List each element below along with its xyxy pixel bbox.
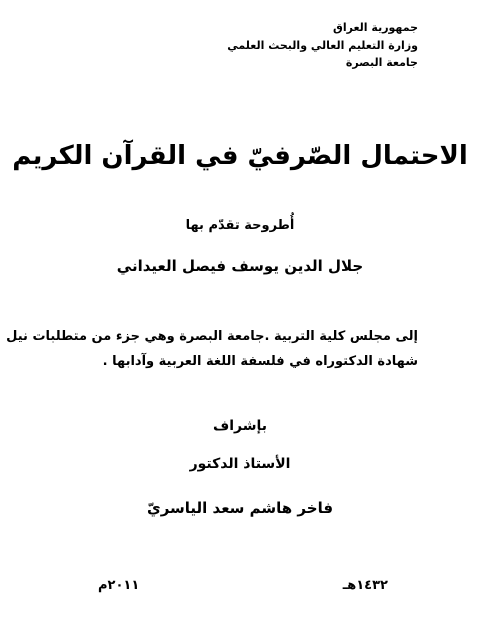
submission-statement-line-2: شهادة الدكتوراه في فلسفة اللغة العربية وآدابها . — [102, 354, 418, 369]
thesis-submitted-by-label: أُطروحة تقدّم بها — [185, 218, 295, 233]
gregorian-date: ٢٠١١م — [98, 578, 140, 593]
hijri-date: ١٤٣٢هـ — [342, 578, 388, 593]
author-name: جلال الدين يوسف فيصل العيداني — [116, 257, 364, 275]
supervisor-rank: الأستاذ الدكتور — [189, 456, 291, 472]
submission-statement-line-1: إلى مجلس كلية التربية .جامعة البصرة وهي جزء من متطلبات نيل — [6, 329, 418, 344]
republic-name: جمهورية العراق — [333, 21, 418, 34]
university-name: جامعة البصرة — [345, 56, 418, 69]
supervision-label: بإشراف — [212, 418, 268, 434]
supervisor-name: فاخر هاشم سعد الياسريّ — [146, 499, 334, 517]
ministry-name: وزارة التعليم العالي والبحث العلمي — [227, 39, 418, 52]
thesis-title: الاحتمال الصّرفيّ في القرآن الكريم — [12, 141, 468, 171]
